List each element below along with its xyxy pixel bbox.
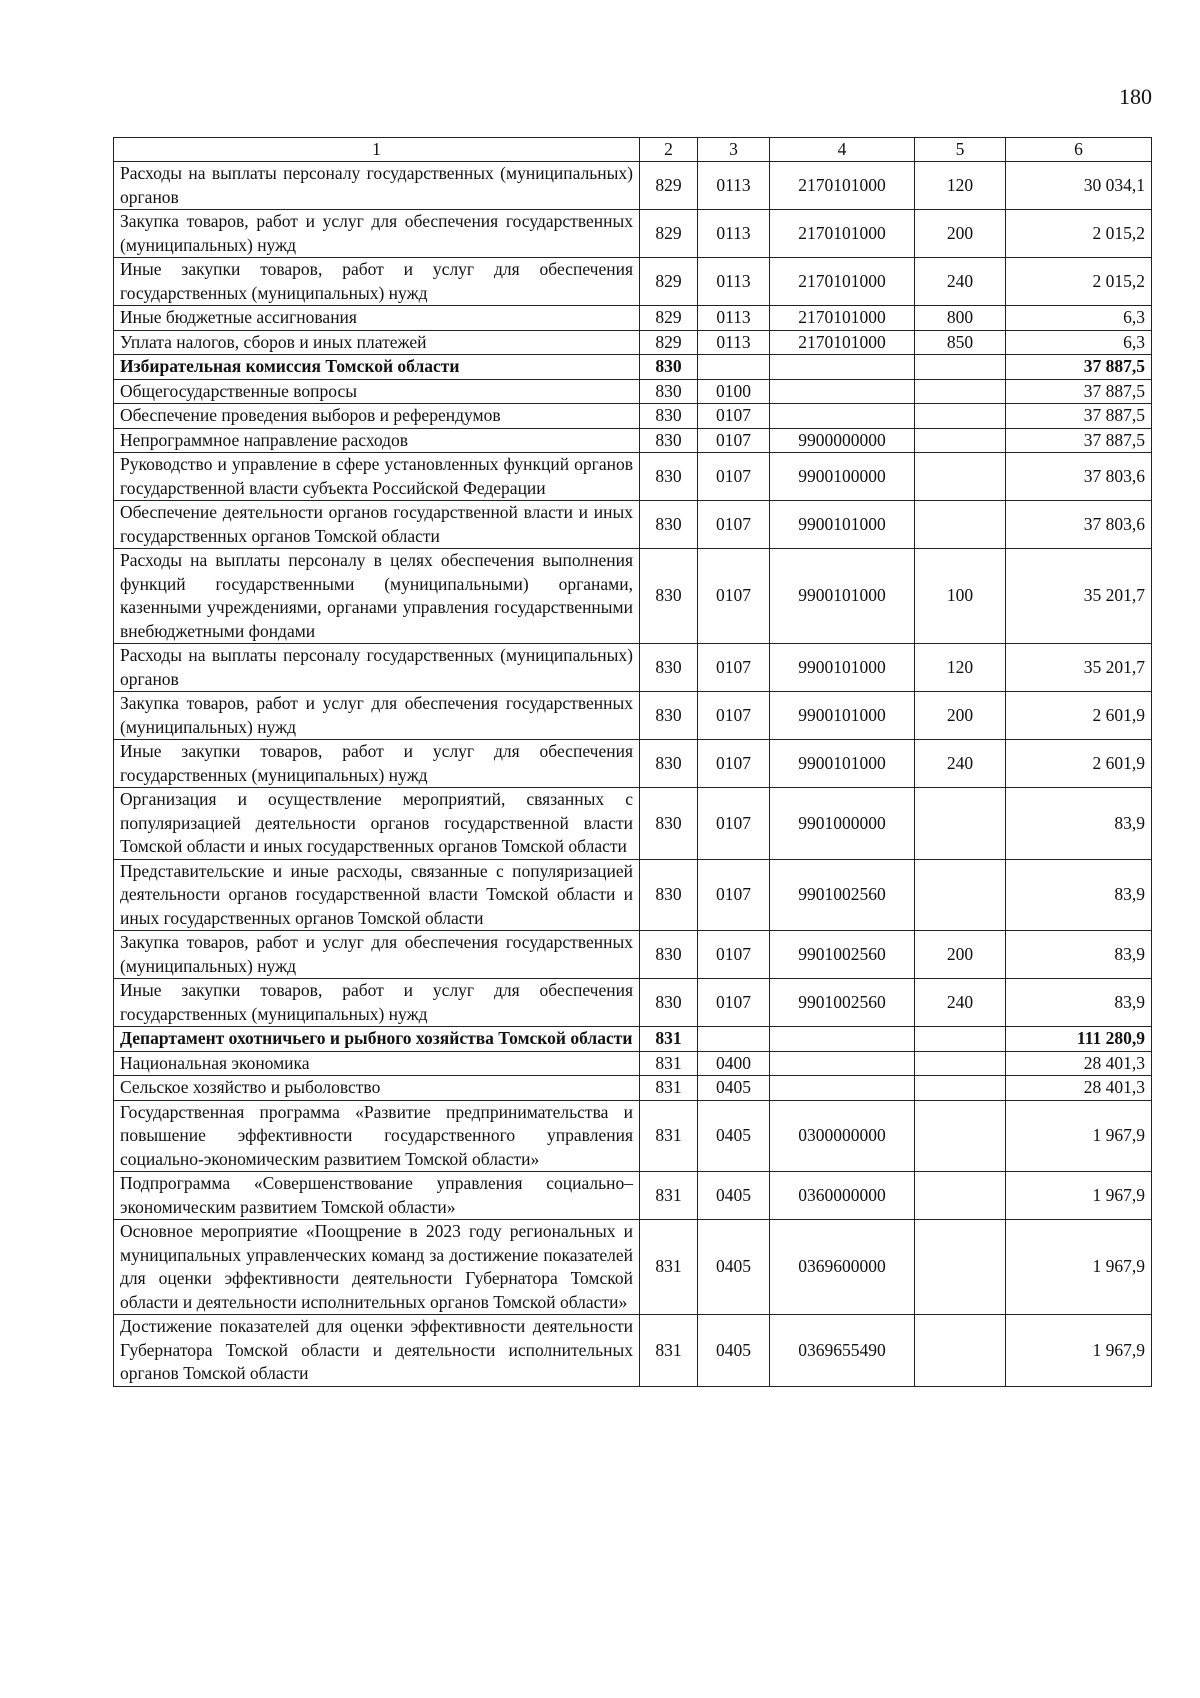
expense-name-cell: Уплата налогов, сборов и иных платежей (114, 330, 640, 355)
expense-name-cell: Организация и осуществление мероприятий, связанных с популяризацией деятельности органов государственной власти Томской области и иных государственных органов Томской области (114, 788, 640, 860)
expense-name-cell: Представительские и иные расходы, связанные с популяризацией деятельности органов государственной власти Томской области и иных государственных органов Томской области (114, 859, 640, 931)
expense-type-cell: 240 (915, 258, 1006, 306)
section-code-cell: 0107 (698, 644, 770, 692)
target-article-cell: 9901002560 (770, 931, 915, 979)
section-code-cell: 0107 (698, 788, 770, 860)
expense-name-cell: Избирательная комиссия Томской области (114, 355, 640, 380)
section-code-cell: 0113 (698, 162, 770, 210)
page-number: 180 (1119, 84, 1152, 109)
expense-name-cell: Иные бюджетные ассигнования (114, 306, 640, 331)
expense-type-cell (915, 788, 1006, 860)
expense-name-cell: Обеспечение деятельности органов государственной власти и иных государственных органов Томской области (114, 501, 640, 549)
grbs-code-cell: 829 (640, 162, 698, 210)
table-header-row (114, 138, 1152, 162)
expense-name-cell: Государственная программа «Развитие предпринимательства и повышение эффективности государственного управления социально-экономическим развитием Томской области» (114, 1100, 640, 1172)
amount-cell: 83,9 (1006, 931, 1152, 979)
expense-name-cell: Обеспечение проведения выборов и референдумов (114, 404, 640, 429)
section-code-cell: 0107 (698, 428, 770, 453)
target-article-cell: 9900000000 (770, 428, 915, 453)
expense-type-cell: 200 (915, 692, 1006, 740)
expense-type-cell (915, 1051, 1006, 1076)
table-row (114, 1076, 1152, 1101)
target-article-cell (770, 1051, 915, 1076)
expense-name-cell: Руководство и управление в сфере установленных функций органов государственной власти субъекта Российской Федерации (114, 453, 640, 501)
amount-cell: 1 967,9 (1006, 1315, 1152, 1387)
amount-cell: 37 887,5 (1006, 404, 1152, 429)
expense-type-cell: 200 (915, 931, 1006, 979)
section-code-cell: 0405 (698, 1220, 770, 1315)
expense-type-cell: 850 (915, 330, 1006, 355)
expense-name-cell: Непрограммное направление расходов (114, 428, 640, 453)
target-article-cell: 2170101000 (770, 210, 915, 258)
grbs-code-cell: 830 (640, 931, 698, 979)
target-article-cell: 0369655490 (770, 1315, 915, 1387)
expense-name-cell: Расходы на выплаты персоналу в целях обеспечения выполнения функций государственными (муниципальными) органами, казенными учреждениями, органами управления государственными внебюджетными фондами (114, 549, 640, 644)
table-row (114, 330, 1152, 355)
section-code-cell: 0405 (698, 1315, 770, 1387)
amount-cell: 83,9 (1006, 979, 1152, 1027)
table-row (114, 1220, 1152, 1315)
expense-type-cell: 240 (915, 740, 1006, 788)
amount-cell: 37 887,5 (1006, 379, 1152, 404)
grbs-code-cell: 829 (640, 210, 698, 258)
table-row (114, 692, 1152, 740)
amount-cell: 37 803,6 (1006, 453, 1152, 501)
expense-type-cell (915, 355, 1006, 380)
grbs-code-cell: 831 (640, 1172, 698, 1220)
expense-name-cell: Закупка товаров, работ и услуг для обеспечения государственных (муниципальных) нужд (114, 931, 640, 979)
section-code-cell: 0113 (698, 306, 770, 331)
grbs-code-cell: 830 (640, 788, 698, 860)
table-row (114, 379, 1152, 404)
expense-type-cell (915, 1220, 1006, 1315)
table-row (114, 162, 1152, 210)
column-header-5: 5 (915, 138, 1006, 162)
section-code-cell: 0113 (698, 258, 770, 306)
expense-type-cell (915, 1172, 1006, 1220)
expense-name-cell: Иные закупки товаров, работ и услуг для обеспечения государственных (муниципальных) нужд (114, 258, 640, 306)
expense-type-cell: 200 (915, 210, 1006, 258)
target-article-cell: 9900101000 (770, 692, 915, 740)
amount-cell: 28 401,3 (1006, 1076, 1152, 1101)
table-row (114, 210, 1152, 258)
grbs-code-cell: 830 (640, 549, 698, 644)
target-article-cell: 9900100000 (770, 453, 915, 501)
table-row (114, 453, 1152, 501)
table-row (114, 644, 1152, 692)
table-row (114, 1315, 1152, 1387)
table-row (114, 1172, 1152, 1220)
table-row (114, 1051, 1152, 1076)
table-row (114, 501, 1152, 549)
amount-cell: 28 401,3 (1006, 1051, 1152, 1076)
table-row (114, 979, 1152, 1027)
grbs-code-cell: 831 (640, 1220, 698, 1315)
grbs-code-cell: 830 (640, 644, 698, 692)
amount-cell: 37 803,6 (1006, 501, 1152, 549)
section-code-cell: 0113 (698, 330, 770, 355)
target-article-cell (770, 404, 915, 429)
amount-cell: 37 887,5 (1006, 355, 1152, 380)
target-article-cell (770, 379, 915, 404)
section-code-cell: 0107 (698, 740, 770, 788)
grbs-code-cell: 830 (640, 379, 698, 404)
amount-cell: 2 015,2 (1006, 258, 1152, 306)
amount-cell: 111 280,9 (1006, 1027, 1152, 1052)
expense-type-cell (915, 859, 1006, 931)
grbs-code-cell: 829 (640, 258, 698, 306)
table-row (114, 404, 1152, 429)
table-row (114, 258, 1152, 306)
amount-cell: 1 967,9 (1006, 1172, 1152, 1220)
amount-cell: 83,9 (1006, 788, 1152, 860)
expense-name-cell: Подпрограмма «Совершенствование управления социально–экономическим развитием Томской области» (114, 1172, 640, 1220)
expense-type-cell: 100 (915, 549, 1006, 644)
expense-type-cell (915, 453, 1006, 501)
table-row (114, 355, 1152, 380)
section-code-cell: 0100 (698, 379, 770, 404)
grbs-code-cell: 831 (640, 1100, 698, 1172)
grbs-code-cell: 829 (640, 330, 698, 355)
expense-name-cell: Достижение показателей для оценки эффективности деятельности Губернатора Томской области и деятельности исполнительных органов Томской области (114, 1315, 640, 1387)
target-article-cell: 2170101000 (770, 258, 915, 306)
grbs-code-cell: 831 (640, 1076, 698, 1101)
amount-cell: 2 601,9 (1006, 692, 1152, 740)
amount-cell: 6,3 (1006, 330, 1152, 355)
section-code-cell: 0107 (698, 501, 770, 549)
grbs-code-cell: 830 (640, 501, 698, 549)
expense-name-cell: Национальная экономика (114, 1051, 640, 1076)
amount-cell: 6,3 (1006, 306, 1152, 331)
column-header-2: 2 (640, 138, 698, 162)
section-code-cell: 0405 (698, 1100, 770, 1172)
expense-name-cell: Расходы на выплаты персоналу государственных (муниципальных) органов (114, 162, 640, 210)
target-article-cell (770, 1027, 915, 1052)
expense-name-cell: Закупка товаров, работ и услуг для обеспечения государственных (муниципальных) нужд (114, 692, 640, 740)
grbs-code-cell: 830 (640, 859, 698, 931)
expense-type-cell (915, 428, 1006, 453)
expense-type-cell: 800 (915, 306, 1006, 331)
expense-name-cell: Основное мероприятие «Поощрение в 2023 году региональных и муниципальных управленческих команд за достижение показателей для оценки эффективности деятельности Губернатора Томской области и деятельности исполнительных органов Томской области» (114, 1220, 640, 1315)
expense-name-cell: Департамент охотничьего и рыбного хозяйства Томской области (114, 1027, 640, 1052)
budget-table (113, 137, 1152, 1387)
section-code-cell (698, 355, 770, 380)
expense-name-cell: Общегосударственные вопросы (114, 379, 640, 404)
grbs-code-cell: 830 (640, 453, 698, 501)
column-header-4: 4 (770, 138, 915, 162)
grbs-code-cell: 830 (640, 428, 698, 453)
section-code-cell: 0107 (698, 692, 770, 740)
amount-cell: 37 887,5 (1006, 428, 1152, 453)
section-code-cell: 0107 (698, 931, 770, 979)
target-article-cell: 9901000000 (770, 788, 915, 860)
table-row (114, 931, 1152, 979)
table-row (114, 740, 1152, 788)
section-code-cell: 0405 (698, 1076, 770, 1101)
target-article-cell: 0300000000 (770, 1100, 915, 1172)
grbs-code-cell: 830 (640, 404, 698, 429)
expense-type-cell (915, 1315, 1006, 1387)
table-body (114, 162, 1152, 1387)
section-code-cell: 0107 (698, 404, 770, 429)
target-article-cell: 9901002560 (770, 859, 915, 931)
target-article-cell: 9901002560 (770, 979, 915, 1027)
expense-name-cell: Расходы на выплаты персоналу государственных (муниципальных) органов (114, 644, 640, 692)
column-header-6: 6 (1006, 138, 1152, 162)
expense-name-cell: Сельское хозяйство и рыболовство (114, 1076, 640, 1101)
expense-type-cell (915, 1076, 1006, 1101)
target-article-cell: 9900101000 (770, 549, 915, 644)
amount-cell: 35 201,7 (1006, 644, 1152, 692)
expense-type-cell: 120 (915, 644, 1006, 692)
grbs-code-cell: 829 (640, 306, 698, 331)
target-article-cell: 2170101000 (770, 330, 915, 355)
target-article-cell: 2170101000 (770, 306, 915, 331)
section-code-cell: 0107 (698, 979, 770, 1027)
column-header-3: 3 (698, 138, 770, 162)
amount-cell: 30 034,1 (1006, 162, 1152, 210)
expense-type-cell (915, 1027, 1006, 1052)
section-code-cell: 0107 (698, 453, 770, 501)
expense-name-cell: Иные закупки товаров, работ и услуг для обеспечения государственных (муниципальных) нужд (114, 740, 640, 788)
expense-type-cell (915, 379, 1006, 404)
expense-name-cell: Иные закупки товаров, работ и услуг для обеспечения государственных (муниципальных) нужд (114, 979, 640, 1027)
target-article-cell: 0369600000 (770, 1220, 915, 1315)
column-header-1: 1 (114, 138, 640, 162)
grbs-code-cell: 830 (640, 979, 698, 1027)
section-code-cell: 0113 (698, 210, 770, 258)
table-row (114, 1027, 1152, 1052)
grbs-code-cell: 831 (640, 1027, 698, 1052)
amount-cell: 2 601,9 (1006, 740, 1152, 788)
table-row (114, 549, 1152, 644)
amount-cell: 35 201,7 (1006, 549, 1152, 644)
amount-cell: 1 967,9 (1006, 1220, 1152, 1315)
target-article-cell: 9900101000 (770, 644, 915, 692)
expense-type-cell (915, 1100, 1006, 1172)
section-code-cell: 0405 (698, 1172, 770, 1220)
section-code-cell: 0107 (698, 549, 770, 644)
table-row (114, 306, 1152, 331)
grbs-code-cell: 830 (640, 740, 698, 788)
table-row (114, 788, 1152, 860)
amount-cell: 2 015,2 (1006, 210, 1152, 258)
expense-type-cell (915, 501, 1006, 549)
grbs-code-cell: 830 (640, 355, 698, 380)
target-article-cell (770, 355, 915, 380)
section-code-cell: 0107 (698, 859, 770, 931)
target-article-cell: 0360000000 (770, 1172, 915, 1220)
table-row (114, 859, 1152, 931)
target-article-cell (770, 1076, 915, 1101)
table-row (114, 428, 1152, 453)
amount-cell: 83,9 (1006, 859, 1152, 931)
expense-type-cell: 240 (915, 979, 1006, 1027)
amount-cell: 1 967,9 (1006, 1100, 1152, 1172)
grbs-code-cell: 830 (640, 692, 698, 740)
section-code-cell: 0400 (698, 1051, 770, 1076)
expense-type-cell: 120 (915, 162, 1006, 210)
grbs-code-cell: 831 (640, 1315, 698, 1387)
target-article-cell: 9900101000 (770, 501, 915, 549)
target-article-cell: 2170101000 (770, 162, 915, 210)
section-code-cell (698, 1027, 770, 1052)
expense-name-cell: Закупка товаров, работ и услуг для обеспечения государственных (муниципальных) нужд (114, 210, 640, 258)
target-article-cell: 9900101000 (770, 740, 915, 788)
expense-type-cell (915, 404, 1006, 429)
grbs-code-cell: 831 (640, 1051, 698, 1076)
table-row (114, 1100, 1152, 1172)
